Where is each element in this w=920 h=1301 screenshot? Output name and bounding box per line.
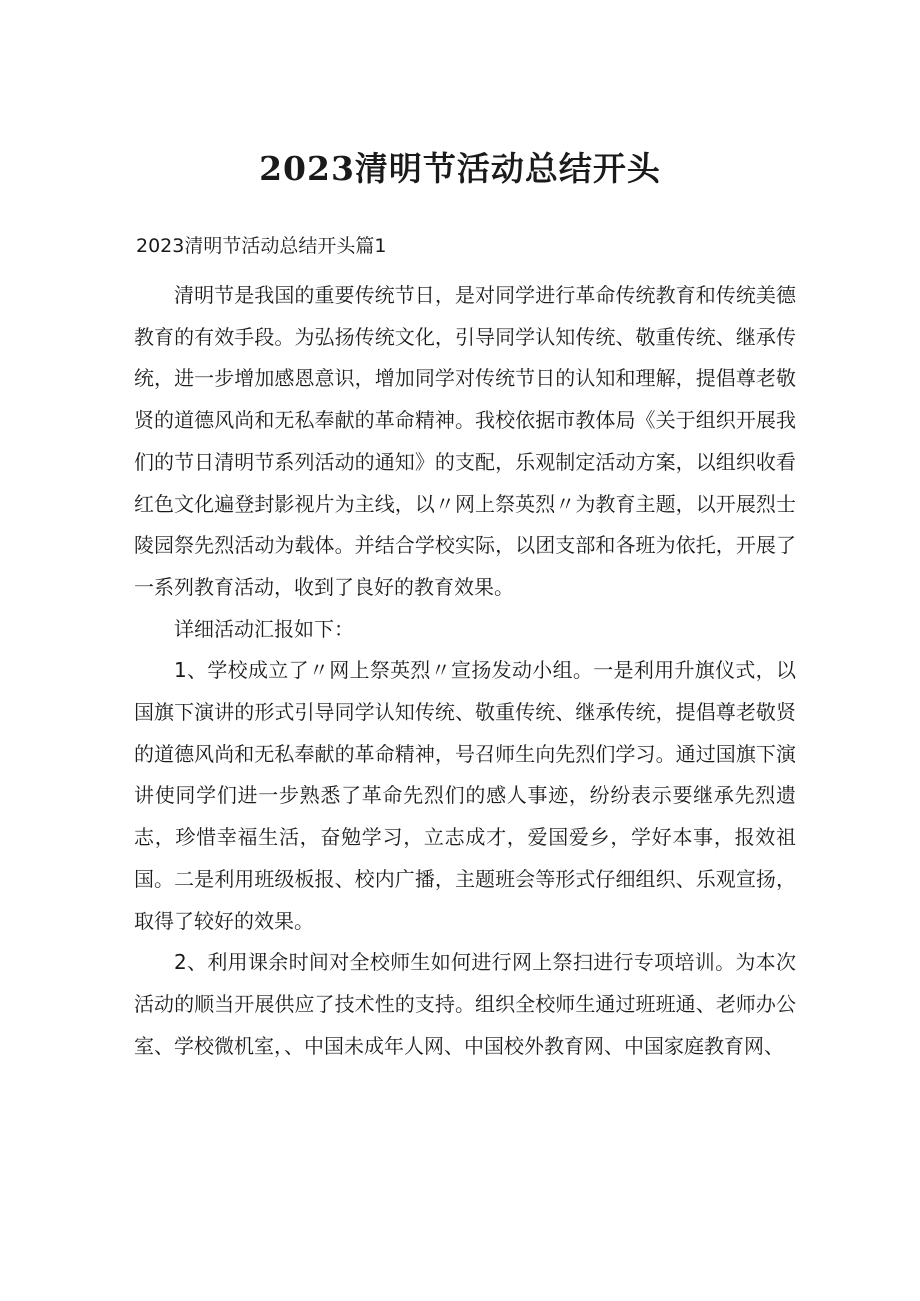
- document-body: [134, 275, 796, 1067]
- section-heading: 2023清明节活动总结开头篇1: [136, 235, 387, 257]
- document-title: 2023清明节活动总结开头: [259, 149, 661, 188]
- paragraph-report-lead: 详细活动汇报如下：: [174, 616, 354, 641]
- paragraph-item-1: 1、学校成立了〃网上祭英烈〃宣扬发动小组。一是利用升旗仪式，以国旗下演讲的形式引导同学认知传统、敬重传统、继承传统，提倡尊老敬贤的道德风尚和无私奉献的革命精神，号召师生向先烈们学习。通过国旗下演讲使同学们进一步熟悉了革命先烈们的感人事迹，纷纷表示要继承先烈遗志，珍惜幸福生活，奋勉学习，立志成才，爱国爱乡，学好本事，报效祖国。二是利用班级板报、校内广播，主题班会等形式仔细组织、乐观宣扬，取得了较好的效果。: [134, 658, 796, 933]
- paragraph-item-2: 2、利用课余时间对全校师生如何进行网上祭扫进行专项培训。为本次活动的顺当开展供应了技术性的支持。组织全校师生通过班班通、老师办公室、学校微机室，、中国未成年人网、中国校外教育网、中国家庭教育网、: [134, 950, 796, 1058]
- paragraph-intro: 清明节是我国的重要传统节日，是对同学进行革命传统教育和传统美德教育的有效手段。为弘扬传统文化，引导同学认知传统、敬重传统、继承传统，进一步增加感恩意识，增加同学对传统节日的认知和理解，提倡尊老敬贤的道德风尚和无私奉献的革命精神。我校依据市教体局《关于组织开展我们的节日清明节系列活动的通知》的支配，乐观制定活动方案，以组织收看红色文化遍登封影视片为主线，以〃网上祭英烈〃为教育主题，以开展烈士陵园祭先烈活动为载体。并结合学校实际，以团支部和各班为依托，开展了一系列教育活动，收到了良好的教育效果。: [134, 283, 796, 599]
